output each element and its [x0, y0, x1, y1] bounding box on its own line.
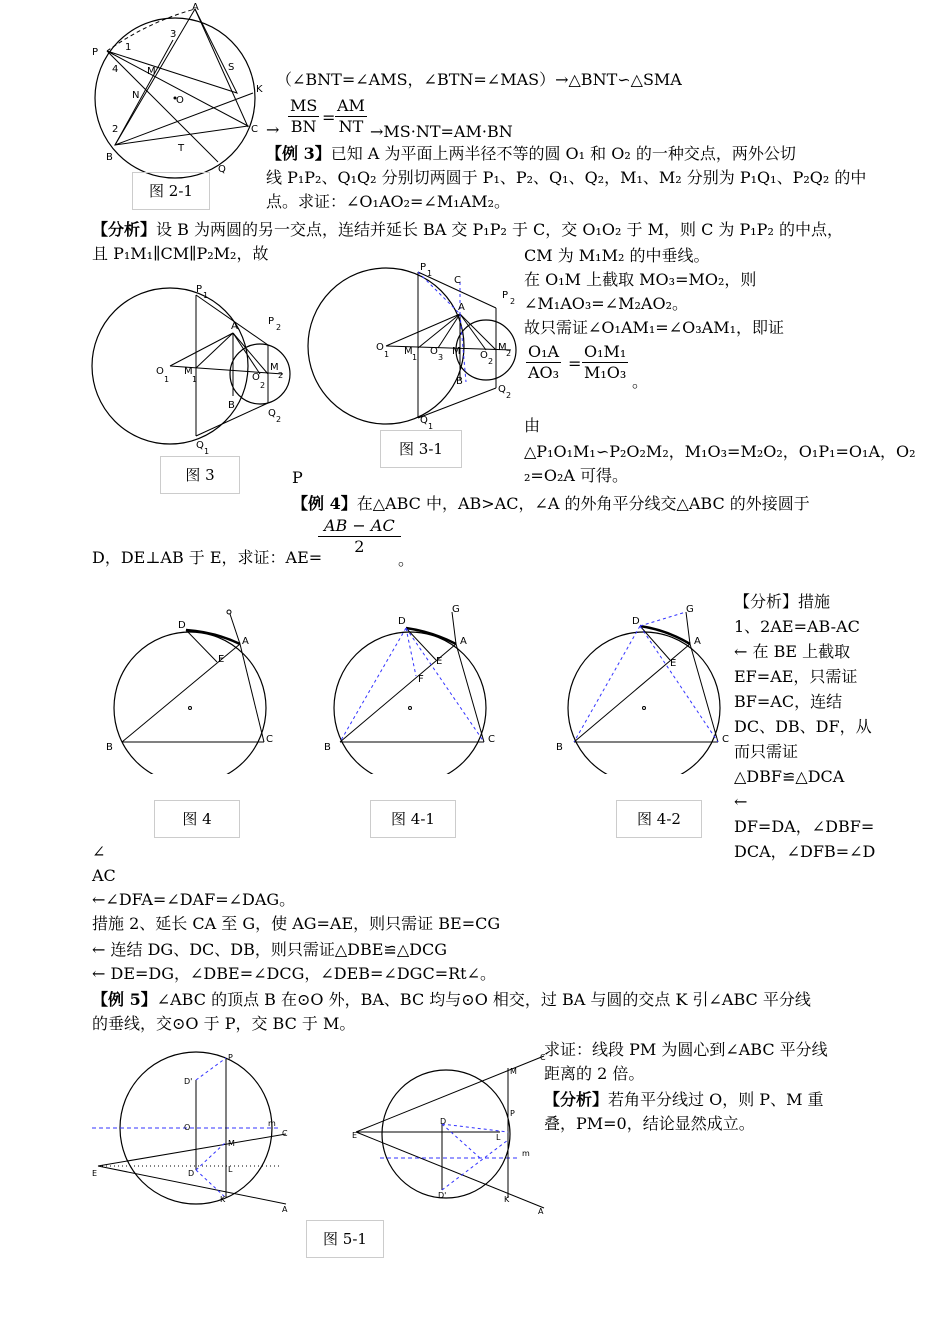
- label-M: M: [147, 66, 156, 77]
- figure-3-1-caption: 图 3-1: [380, 430, 462, 468]
- label-M: M: [510, 1067, 517, 1076]
- label-B: B: [228, 400, 235, 411]
- example-4-line-1: [292, 492, 810, 516]
- fraction-o1m1-m1o3: [582, 342, 628, 383]
- label-G: G: [452, 604, 460, 615]
- figure-4-1-caption: 图 4-1: [370, 800, 456, 838]
- example-4-end: 。: [398, 550, 415, 569]
- example-4-heading: 【例 4】: [292, 494, 357, 513]
- angle-equality-line: （∠BNT=∠AMS，∠BTN=∠MAS）→△BNT∽△SMA: [276, 70, 682, 89]
- label-P1: P: [420, 262, 427, 273]
- analysis-3-right-3: ∠M₁AO₃=∠M₂AO₂。: [524, 294, 688, 313]
- label-P1: P: [196, 284, 203, 295]
- figure-5-1-caption: 图 5-1: [306, 1220, 384, 1258]
- figure-3: [88, 278, 303, 458]
- equals-sign: =: [568, 354, 582, 373]
- analysis-4-right-11: DCA，∠DFB=∠D: [734, 842, 876, 861]
- analysis-4-left-1: ∠: [92, 842, 106, 861]
- fraction-num: MS: [290, 96, 318, 115]
- analysis-4-right-3: ← 在 BE 上截取: [734, 642, 851, 661]
- label-D: D: [632, 616, 640, 627]
- stray-letter-p: P: [292, 468, 303, 487]
- analysis-4-left-3: ←∠DFA=∠DAF=∠DAG。: [92, 890, 296, 909]
- label-G: G: [686, 604, 694, 615]
- label-O3-sub: 3: [438, 353, 444, 362]
- label-D: D: [440, 1117, 447, 1126]
- example-5-right-4: 叠，PM=0，结论显然成立。: [544, 1114, 755, 1133]
- figure-4-caption: 图 4: [154, 800, 240, 838]
- fraction-am-nt: [335, 96, 367, 137]
- arrow-pre: →: [266, 120, 280, 139]
- label-C: C: [282, 1129, 288, 1138]
- label-A: A: [538, 1207, 544, 1216]
- label-D: D: [188, 1169, 195, 1178]
- label-O1-sub: 1: [384, 350, 390, 359]
- label-A: A: [192, 2, 199, 13]
- analysis-4-right-5: BF=AC，连结: [734, 692, 843, 711]
- example-5-right-2: 距离的 2 倍。: [544, 1064, 645, 1083]
- label-A: A: [282, 1205, 288, 1214]
- label-O2: O: [252, 372, 260, 383]
- label-4: 4: [112, 64, 119, 75]
- label-O2-sub: 2: [488, 357, 494, 366]
- label-M1-sub: 1: [192, 375, 198, 384]
- label-E: E: [436, 656, 443, 667]
- figure-3-caption: 图 3: [160, 456, 240, 494]
- analysis-3-right-4: 故只需证∠O₁AM₁=∠O₃AM₁，即证: [524, 318, 784, 337]
- figure-5-left: [92, 1050, 292, 1216]
- analysis-3-right-1: CM 为 M₁M₂ 的中垂线。: [524, 246, 710, 265]
- equals-sign: =: [322, 108, 336, 127]
- label-N: N: [132, 90, 140, 101]
- label-K: K: [504, 1195, 510, 1204]
- label-C: C: [266, 734, 273, 745]
- example-5-right-1: 求证：线段 PM 为圆心到∠ABC 平分线: [544, 1040, 828, 1059]
- example-3-heading: 【例 3】: [266, 144, 331, 163]
- example-3-text-1: 已知 A 为平面上两半径不等的圆 O₁ 和 O₂ 的一种交点，两外公切: [330, 144, 796, 163]
- label-E: E: [352, 1131, 358, 1140]
- analysis-4-right-8: △DBF≌△DCA: [734, 767, 845, 786]
- label-A: A: [460, 636, 467, 647]
- fraction-num: AB − AC: [318, 516, 401, 537]
- label-P: P: [228, 1053, 233, 1062]
- label-P: P: [92, 47, 99, 58]
- example-3-line-1: [266, 142, 796, 166]
- label-Q: Q: [218, 164, 226, 175]
- label-M: M: [452, 346, 461, 357]
- label-M2-sub: 2: [278, 371, 284, 380]
- label-B: B: [324, 742, 331, 753]
- analysis-4-right-4: EF=AE，只需证: [734, 667, 858, 686]
- label-D: D: [178, 620, 186, 631]
- analysis-5-text-1: 若角平分线过 O，则 P、M 重: [608, 1090, 824, 1109]
- fraction-den: M₁O₃: [584, 363, 627, 382]
- fraction-ab-ac-2: [318, 516, 401, 557]
- label-Q2: Q: [498, 384, 506, 395]
- analysis-3-line-1: [92, 218, 843, 242]
- label-C: C: [488, 734, 495, 745]
- label-m: m: [522, 1149, 530, 1158]
- label-O1: O: [376, 342, 384, 353]
- label-P: P: [510, 1109, 515, 1118]
- label-P2: P: [268, 316, 275, 327]
- label-1: 1: [125, 42, 132, 53]
- label-B: B: [106, 152, 113, 163]
- fraction-den: BN: [290, 117, 317, 136]
- label-A: A: [458, 302, 465, 313]
- label-M1: M: [184, 366, 193, 377]
- label-F: F: [418, 674, 424, 685]
- label-C: C: [251, 124, 258, 135]
- label-P2-sub: 2: [276, 323, 282, 332]
- example-3-line-3: 点。求证：∠O₁AO₂=∠M₁AM₂。: [266, 192, 510, 211]
- label-m: m: [268, 1119, 276, 1128]
- fraction-num: O₁A: [528, 342, 560, 361]
- example-5-text-1: ∠ABC 的顶点 B 在⊙O 外，BA、BC 均与⊙O 相交，过 BA 与圆的交点 K 引∠ABC 平分线: [156, 990, 811, 1009]
- figure-4-2-caption: 图 4-2: [616, 800, 702, 838]
- label-Q2: Q: [268, 408, 276, 419]
- analysis-3-line-2: 且 P₁M₁∥CM∥P₂M₂，故: [92, 244, 269, 263]
- label-Q1: Q: [420, 415, 428, 426]
- product-result: →MS·NT=AM·BN: [370, 122, 513, 141]
- analysis-3-right-6: △P₁O₁M₁∽P₂O₂M₂，M₁O₃=M₂O₂，O₁P₁=O₁A，O₂: [524, 442, 916, 461]
- example-4-line-2: D，DE⊥AB 于 E，求证：AE=: [92, 548, 323, 567]
- label-P1-sub: 1: [427, 269, 433, 278]
- label-M: M: [228, 1139, 235, 1148]
- label-K: K: [220, 1195, 226, 1204]
- figure-5-1: [350, 1050, 550, 1220]
- label-C: C: [454, 275, 461, 286]
- fraction-den: NT: [338, 117, 364, 136]
- label-Q1: Q: [196, 440, 204, 451]
- analysis-3-right-5: 由: [524, 416, 541, 435]
- fraction-num: AM: [337, 96, 365, 115]
- label-O: O: [176, 95, 184, 106]
- analysis-4-right-10: DF=DA，∠DBF=: [734, 817, 875, 836]
- analysis-3-heading: 【分析】: [92, 220, 157, 239]
- label-O2: O: [480, 350, 488, 361]
- analysis-4-right-6: DC、DB、DF，从: [734, 717, 872, 736]
- label-C: C: [540, 1053, 546, 1062]
- label-M1: M: [404, 346, 413, 357]
- analysis-4-right-1: 【分析】措施: [734, 592, 831, 611]
- label-E: E: [218, 654, 225, 665]
- analysis-4-left-2: AC: [92, 866, 116, 885]
- analysis-4-right-2: 1、2AE=AB-AC: [734, 617, 860, 636]
- figure-2-1-caption: 图 2-1: [132, 172, 210, 210]
- label-B: B: [556, 742, 563, 753]
- label-P1-sub: 1: [203, 291, 209, 300]
- label-O2-sub: 2: [260, 381, 266, 390]
- label-Q1-sub: 1: [204, 447, 210, 456]
- label-A: A: [694, 636, 701, 647]
- label-M2: M: [270, 362, 279, 373]
- label-O1: O: [156, 366, 164, 377]
- label-P2: P: [502, 290, 509, 301]
- label-3: 3: [170, 29, 177, 40]
- figure-3-1: [306, 258, 526, 438]
- label-C: C: [722, 734, 729, 745]
- analysis-4-left-5: ← 连结 DG、DC、DB，则只需证△DBE≌△DCG: [92, 940, 447, 959]
- label-Q1-sub: 1: [428, 422, 434, 431]
- example-3-line-2: 线 P₁P₂、Q₁Q₂ 分别切两圆于 P₁、P₂、Q₁、Q₂，M₁、M₂ 分别为 P₁Q₁、P₂Q₂ 的中: [266, 168, 867, 187]
- label-S: S: [228, 62, 235, 73]
- label-A: A: [231, 321, 238, 332]
- label-M2: M: [498, 342, 507, 353]
- label-Q2-sub: 2: [276, 415, 282, 424]
- fraction-num: O₁M₁: [584, 342, 627, 361]
- label-L: L: [228, 1165, 233, 1174]
- example-5-right-3: [544, 1088, 824, 1112]
- label-D-prime: D': [438, 1191, 447, 1200]
- analysis-3-right-7: ₂=O₂A 可得。: [524, 466, 628, 485]
- label-B: B: [456, 376, 463, 387]
- label-O3: O: [430, 346, 438, 357]
- analysis-4-left-6: ← DE=DG，∠DBE=∠DCG，∠DEB=∠DGC=Rt∠。: [92, 964, 496, 983]
- label-O: O: [184, 1123, 191, 1132]
- example-4-text-1: 在△ABC 中，AB>AC，∠A 的外角平分线交△ABC 的外接圆于: [356, 494, 810, 513]
- figure-4-2: [552, 604, 742, 774]
- fraction-period: 。: [632, 372, 649, 391]
- label-D: D: [398, 616, 406, 627]
- label-E: E: [92, 1169, 98, 1178]
- analysis-3-text-1: 设 B 为两圆的另一交点，连结并延长 BA 交 P₁P₂ 于 C，交 O₁O₂ 于 M，则 C 为 P₁P₂ 的中点，: [156, 220, 843, 239]
- analysis-4-right-9: ←: [734, 792, 748, 811]
- label-2: 2: [112, 124, 119, 135]
- figure-4-1: [318, 604, 508, 774]
- analysis-5-heading: 【分析】: [544, 1090, 609, 1109]
- label-O1-sub: 1: [164, 375, 170, 384]
- fraction-o1a-ao3: [526, 342, 561, 383]
- label-P2-sub: 2: [510, 297, 516, 306]
- fraction-ms-bn: [288, 96, 319, 137]
- analysis-4-left-4: 措施 2、延长 CA 至 G，使 AG=AE，则只需证 BE=CG: [92, 914, 501, 933]
- fraction-den: AO₃: [528, 363, 560, 382]
- analysis-3-right-2: 在 O₁M 上截取 MO₃=MO₂，则: [524, 270, 757, 289]
- label-B: B: [106, 742, 113, 753]
- figure-4: [100, 604, 290, 774]
- label-K: K: [256, 84, 263, 95]
- analysis-4-right-7: 而只需证: [734, 742, 799, 761]
- example-5-heading: 【例 5】: [92, 990, 157, 1009]
- label-E: E: [670, 658, 677, 669]
- example-5-line-2: 的垂线，交⊙O 于 P，交 BC 于 M。: [92, 1014, 356, 1033]
- label-M1-sub: 1: [412, 353, 418, 362]
- label-M2-sub: 2: [506, 349, 512, 358]
- label-Q2-sub: 2: [506, 391, 512, 400]
- label-L: L: [496, 1133, 501, 1142]
- fraction-den: 2: [354, 537, 365, 556]
- label-A: A: [242, 636, 249, 647]
- example-5-line-1: [92, 988, 811, 1012]
- label-D-prime: D': [184, 1077, 193, 1086]
- label-T: T: [178, 143, 185, 154]
